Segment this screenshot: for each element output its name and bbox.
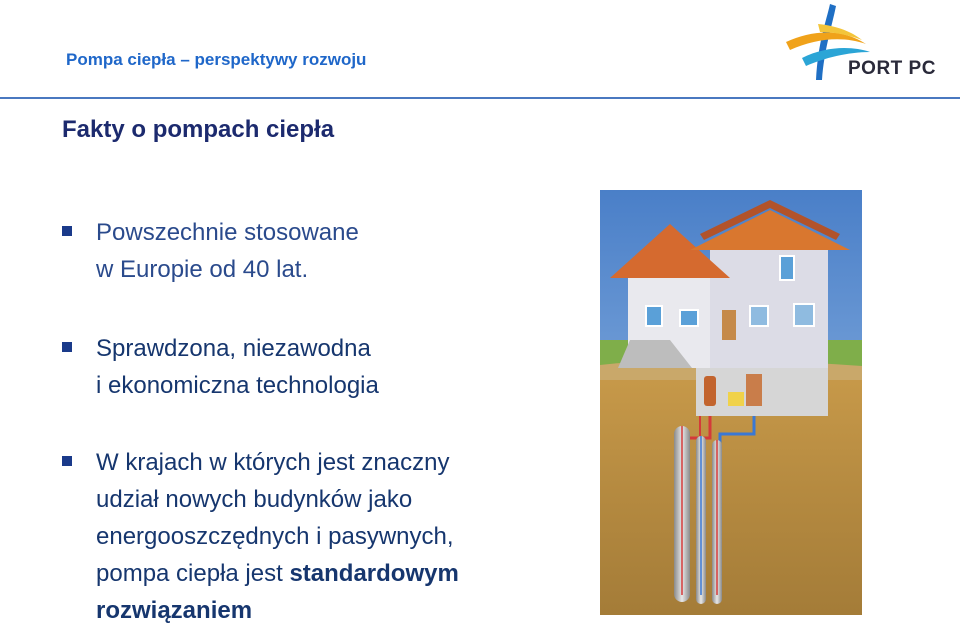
header-divider	[0, 97, 960, 99]
bullet-line: udział nowych budynków jako	[96, 486, 413, 513]
heat-pump-house-illustration	[600, 190, 862, 615]
presentation-title: Pompa ciepła – perspektywy rozwoju	[66, 50, 367, 69]
bullet-item	[62, 330, 582, 404]
bullet-line: Sprawdzona, niezawodna	[96, 335, 371, 362]
bullet-item	[62, 444, 582, 629]
bullet-line: energooszczędnych i pasywnych,	[96, 523, 454, 550]
logo-text: PORT PC	[848, 58, 936, 79]
bullet-item	[62, 214, 582, 288]
bullet-square-icon	[62, 456, 72, 466]
bullet-square-icon	[62, 342, 72, 352]
bullet-emphasis: rozwiązaniem	[96, 597, 253, 624]
bullet-line: w Europie od 40 lat.	[96, 256, 309, 283]
bullet-line: i ekonomiczna technologia	[96, 372, 379, 399]
bullet-line: Powszechnie stosowane	[96, 219, 359, 246]
bullet-line: W krajach w których jest znaczny	[96, 449, 450, 476]
bullet-line: pompa ciepła jest	[96, 560, 290, 587]
bullet-square-icon	[62, 226, 72, 236]
bullet-emphasis: standardowym	[289, 560, 459, 587]
slide-title: Fakty o pompach ciepła	[62, 116, 335, 143]
